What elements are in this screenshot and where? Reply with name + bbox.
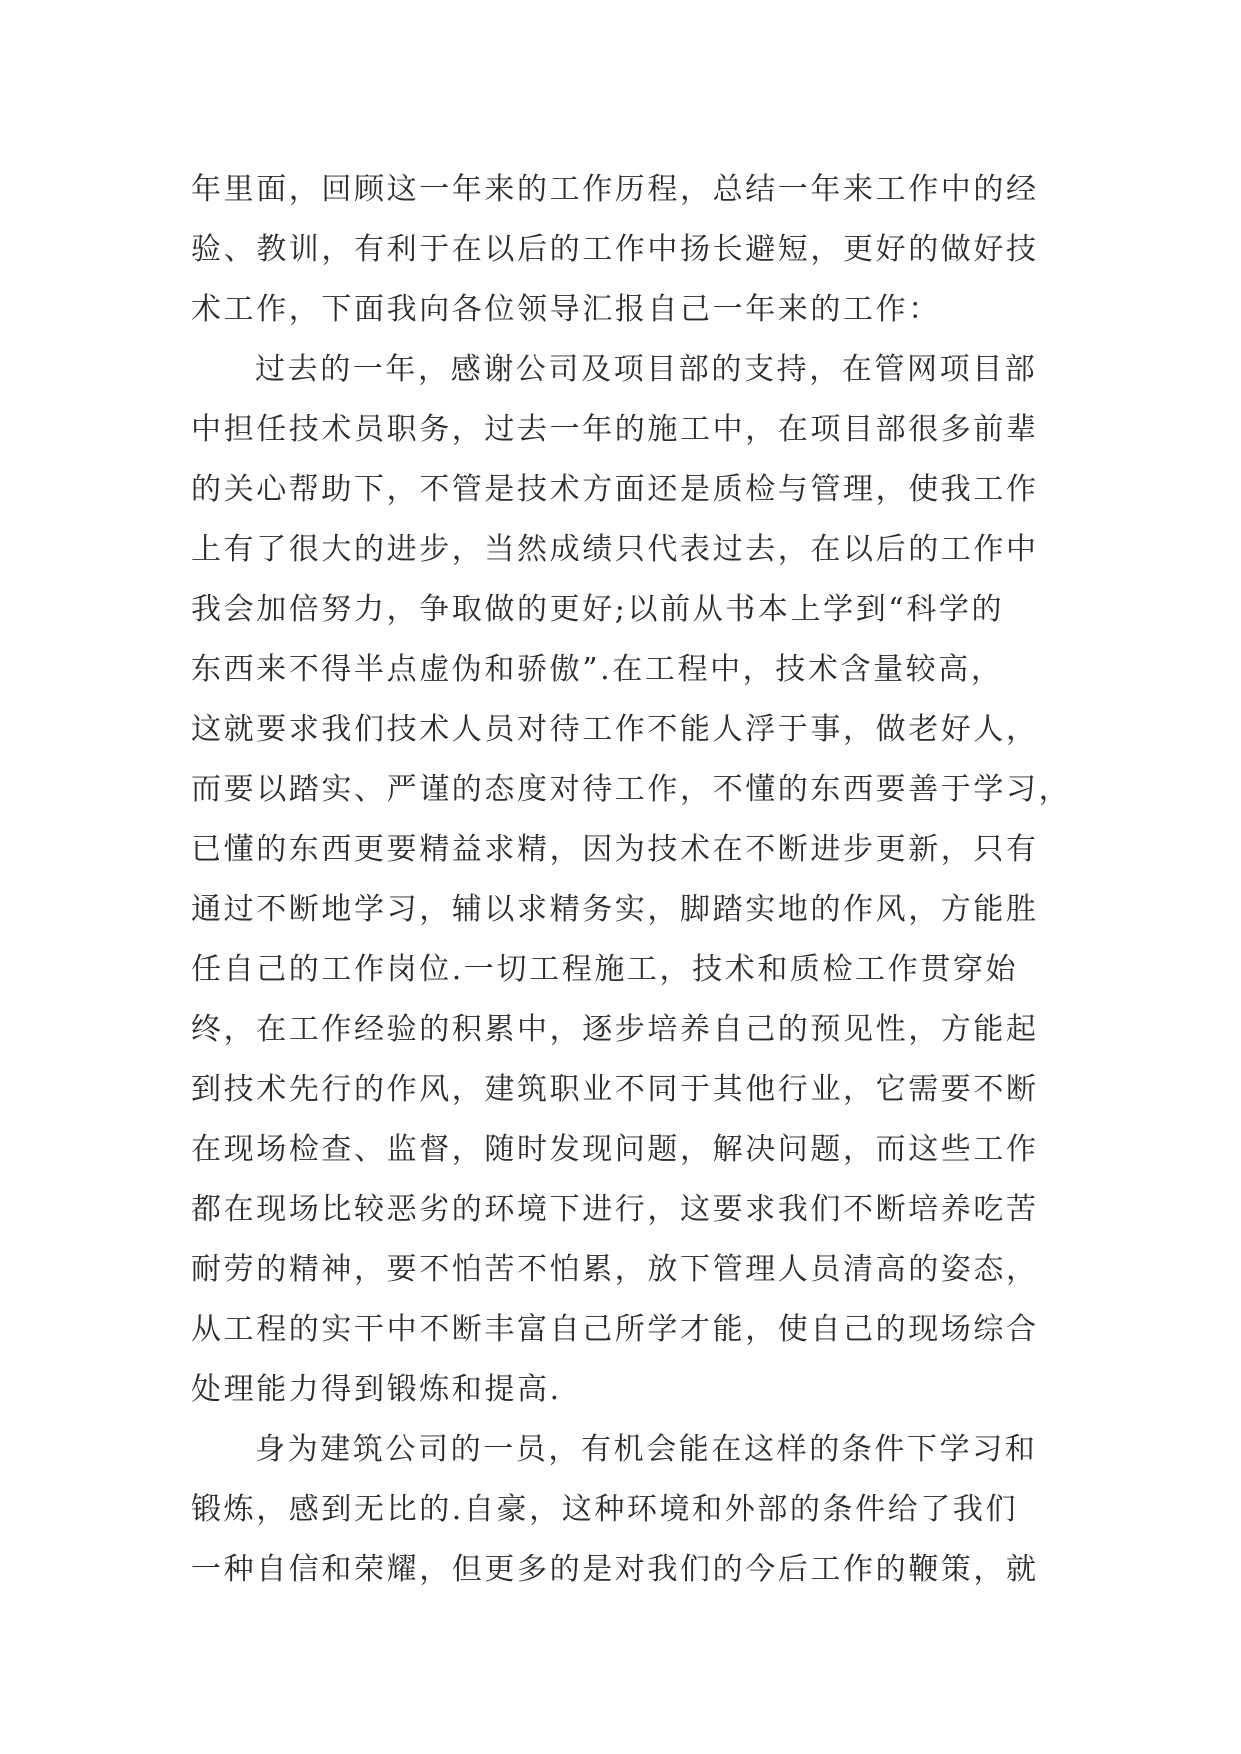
body-text (191, 160, 1071, 1600)
text-line: 从工程的实干中不断丰富自己所学才能，使自己的现场综合 (191, 1312, 1039, 1347)
paragraph-start-line: 过去的一年，感谢公司及项目部的支持，在管网项目部 (255, 352, 1038, 387)
text-line: 东西来不得半点虚伪和骄傲”.在工程中，技术含量较高， (191, 652, 1004, 687)
text-line: 一种自信和荣耀，但更多的是对我们的今后工作的鞭策，就 (191, 1552, 1039, 1587)
text-line: 这就要求我们技术人员对待工作不能人浮于事，做老好人， (191, 712, 1039, 747)
text-line: 验、教训，有利于在以后的工作中扬长避短，更好的做好技 (191, 232, 1039, 267)
text-line: 的关心帮助下，不管是技术方面还是质检与管理，使我工作 (191, 472, 1039, 507)
text-line: 任自己的工作岗位.一切工程施工，技术和质检工作贯穿始 (191, 952, 1019, 987)
text-line: 锻炼，感到无比的.自豪，这种环境和外部的条件给了我们 (191, 1492, 1019, 1527)
text-line: 通过不断地学习，辅以求精务实，脚踏实地的作风，方能胜 (191, 892, 1039, 927)
text-line: 上有了很大的进步，当然成绩只代表过去，在以后的工作中 (191, 532, 1039, 567)
text-line: 年里面，回顾这一年来的工作历程，总结一年来工作中的经 (191, 172, 1039, 207)
text-line: 而要以踏实、严谨的态度对待工作，不懂的东西要善于学习， (191, 772, 1072, 807)
text-line: 到技术先行的作风，建筑职业不同于其他行业，它需要不断 (191, 1072, 1039, 1107)
text-line: 都在现场比较恶劣的环境下进行，这要求我们不断培养吃苦 (191, 1192, 1039, 1227)
text-line: 处理能力得到锻炼和提高. (191, 1372, 562, 1407)
text-line: 终，在工作经验的积累中，逐步培养自己的预见性，方能起 (191, 1012, 1039, 1047)
text-line: 术工作，下面我向各位领导汇报自己一年来的工作： (191, 292, 941, 327)
text-line: 中担任技术员职务，过去一年的施工中，在项目部很多前辈 (191, 412, 1039, 447)
text-line: 在现场检查、监督，随时发现问题，解决问题，而这些工作 (191, 1132, 1039, 1167)
text-line: 我会加倍努力，争取做的更好;以前从书本上学到“科学的 (191, 592, 1005, 627)
paragraph-start-line: 身为建筑公司的一员，有机会能在这样的条件下学习和 (255, 1432, 1038, 1467)
text-line: 已懂的东西更要精益求精，因为技术在不断进步更新，只有 (191, 832, 1039, 867)
text-line: 耐劳的精神，要不怕苦不怕累，放下管理人员清高的姿态， (191, 1252, 1039, 1287)
